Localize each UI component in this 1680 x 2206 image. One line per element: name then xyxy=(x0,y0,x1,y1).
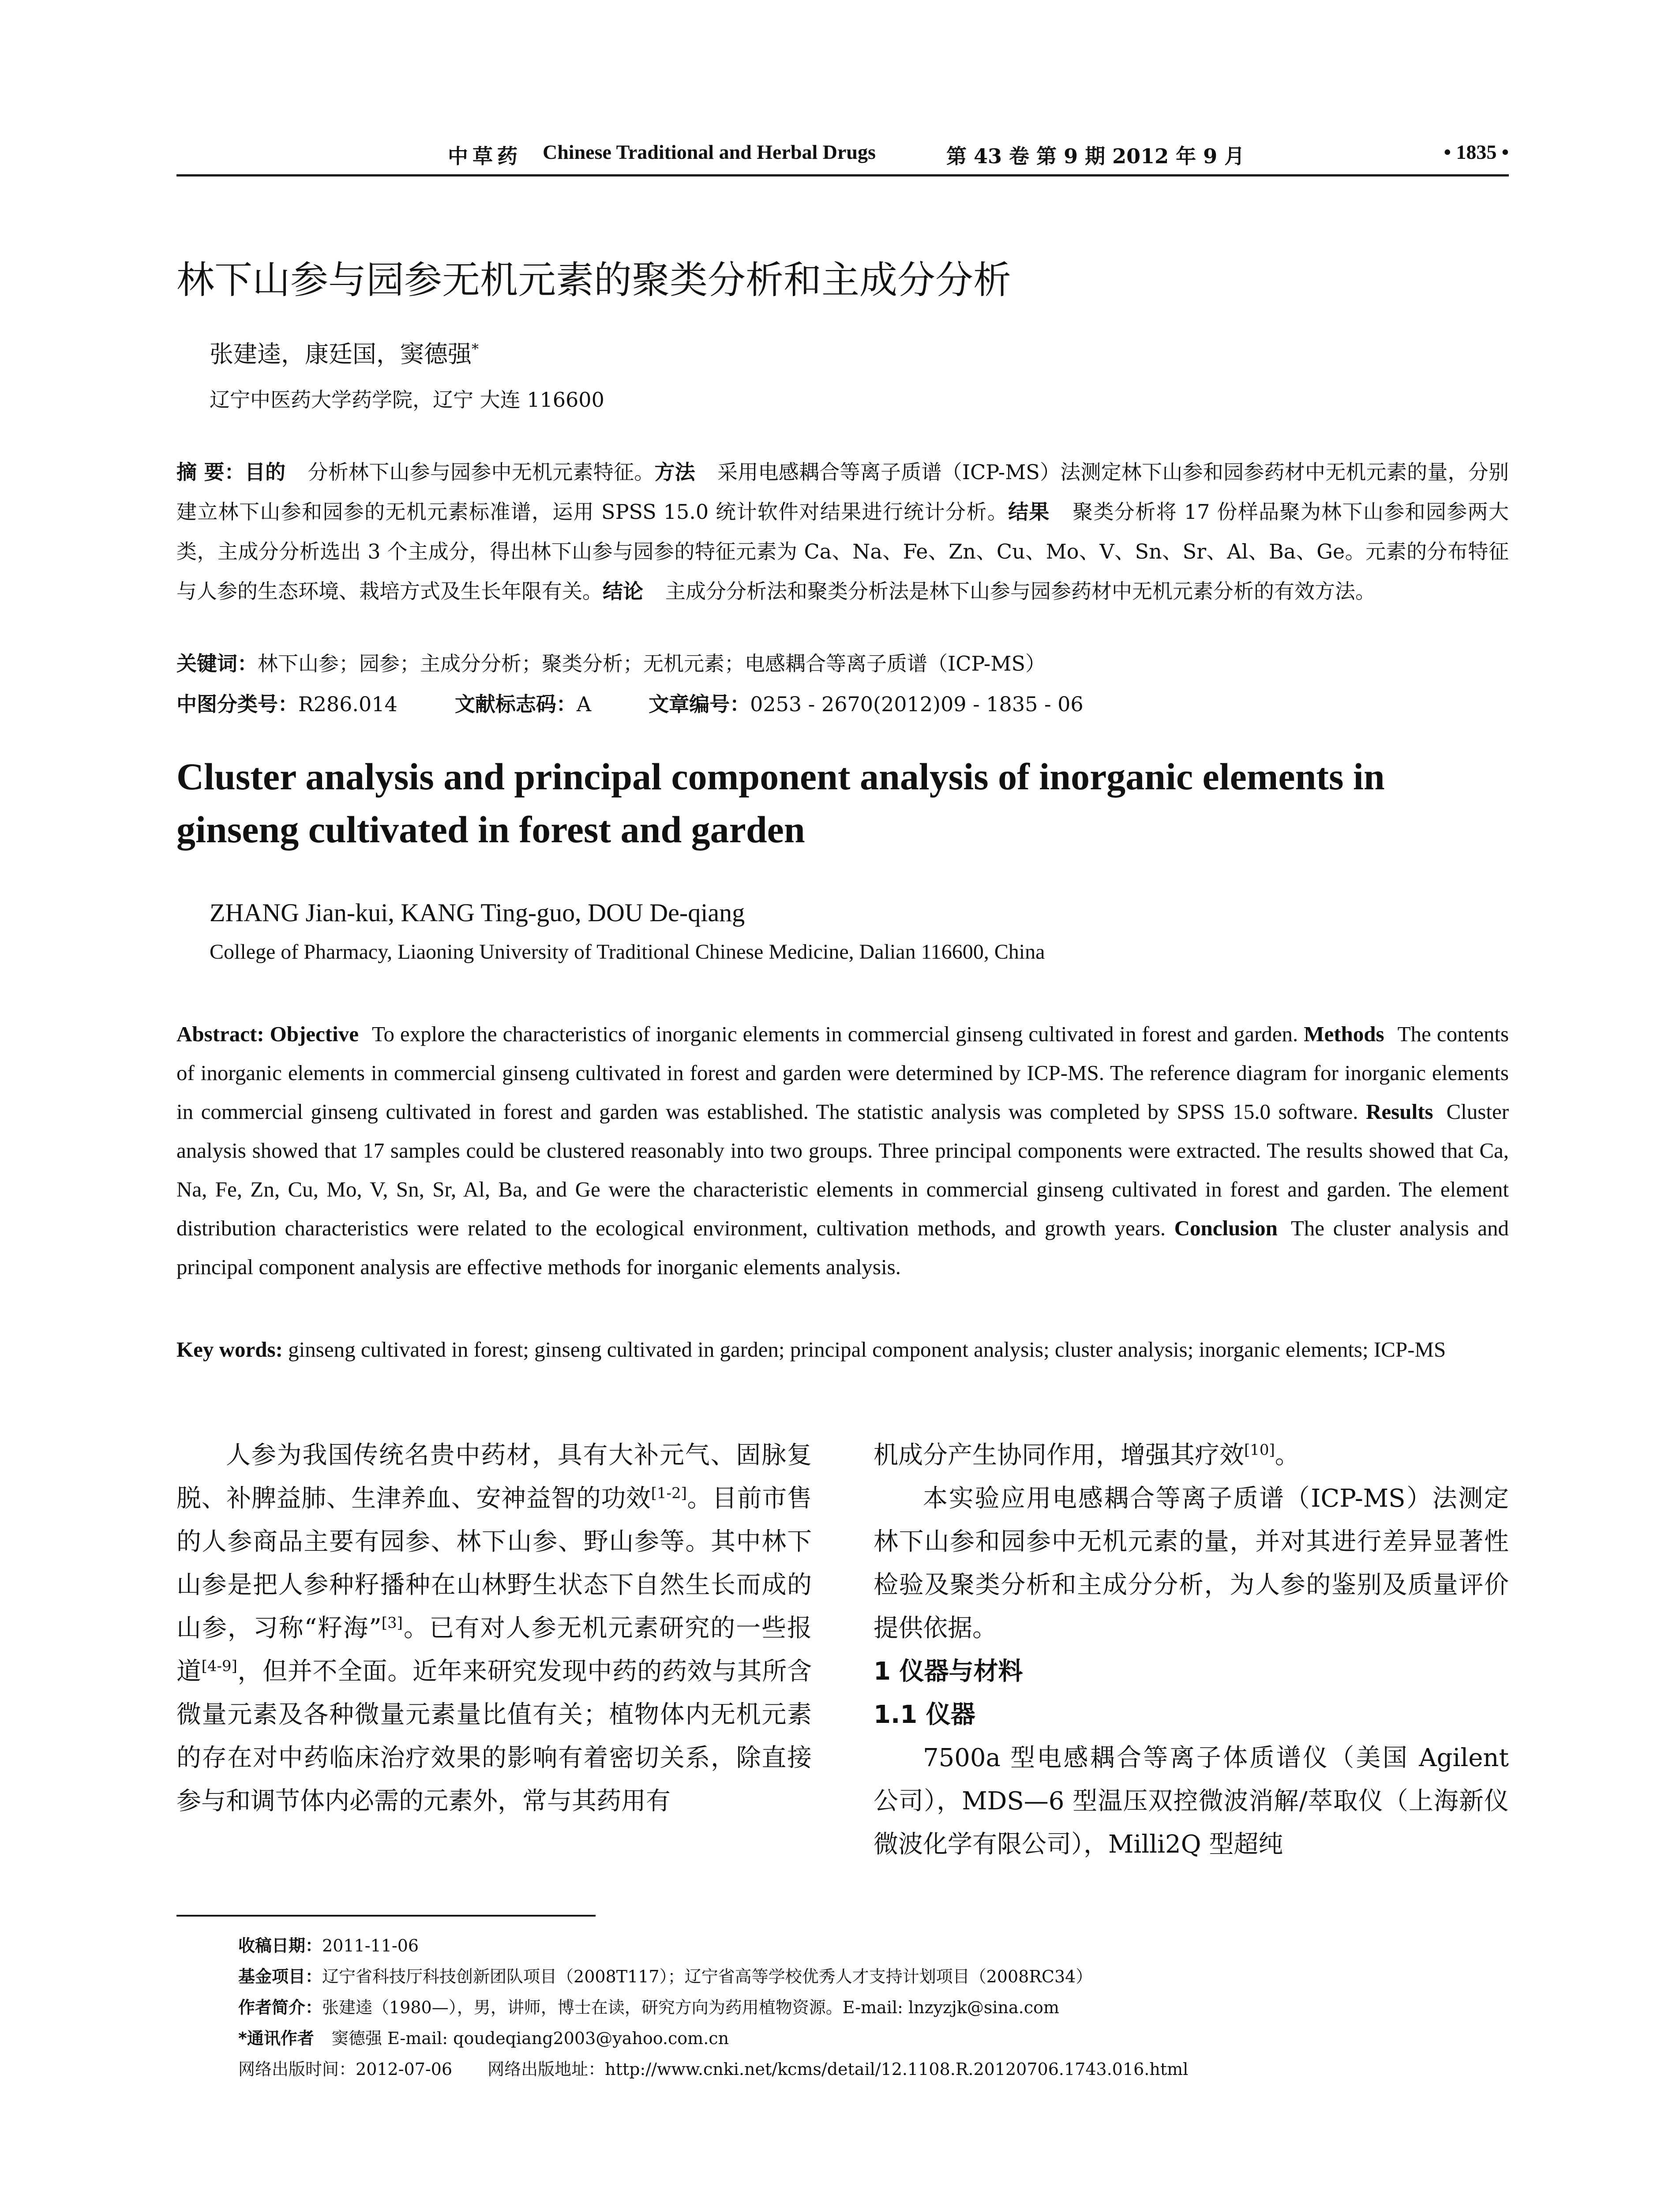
cn-affiliation: 辽宁中医药大学药学院，辽宁 大连 116600 xyxy=(210,388,604,412)
footnote-online xyxy=(238,2054,1518,2085)
online-url-label: 网络出版地址： xyxy=(488,2060,605,2079)
en-title: Cluster analysis and principal component analysis of inorganic elements in ginseng cultivated in forest and garden xyxy=(176,755,1385,851)
en-authors: ZHANG Jian-kui, KANG Ting-guo, DOU De-qiang xyxy=(210,898,745,927)
online-time-label: 网络出版时间： xyxy=(238,2060,356,2079)
running-header xyxy=(176,140,1509,176)
cn-objective-label: 目的 xyxy=(244,460,286,484)
body-text: 机成分产生协同作用，增强其疗效 xyxy=(874,1441,1244,1470)
online-time-value: 2012-07-06 xyxy=(356,2060,453,2079)
doc-code-value: A xyxy=(576,692,592,716)
cn-author-names: 张建逵，康廷国，窦德强 xyxy=(210,340,472,368)
corresponding-label: *通讯作者 xyxy=(238,2029,314,2048)
body-column-left xyxy=(176,1434,812,1823)
cn-conclusion-text: 主成分分析法和聚类分析法是林下山参与园参药材中无机元素分析的有效方法。 xyxy=(665,579,1376,603)
article-no-label: 文章编号： xyxy=(649,692,750,716)
body-text: 。已有对人参无机元素研究的一些报道 xyxy=(176,1614,812,1686)
en-methods-text: The contents of inorganic elements in commercial ginseng cultivated in forest and garden were determined by ICP-MS. The reference diagram for inorganic elements in commercial ginseng cultivated in forest and garden was established. The statistic analysis was completed by SPSS 15.0 software. xyxy=(176,1022,1509,1124)
en-keywords-text: ginseng cultivated in forest; ginseng cultivated in garden; principal component analysis; cluster analysis; inorganic elements; ICP-MS xyxy=(288,1337,1446,1362)
section-heading-1-1: 1.1 仪器 xyxy=(874,1700,975,1729)
cn-methods-text: 采用电感耦合等离子质谱（ICP-MS）法测定林下山参和园参药材中无机元素的量，分别建立林下山参和园参的无机元素标准谱，运用 SPSS 15.0 统计软件对结果进行统计分析。 xyxy=(176,460,1509,524)
doc-code-label: 文献标志码： xyxy=(454,692,577,716)
online-url-value: http://www.cnki.net/kcms/detail/12.1108.R.20120706.1743.016.html xyxy=(605,2060,1189,2079)
received-value: 2011-11-06 xyxy=(322,1936,419,1955)
en-abstract xyxy=(176,1015,1509,1287)
journal-name-en: Chinese Traditional and Herbal Drugs xyxy=(543,141,876,163)
en-abstract-label: Abstract: xyxy=(176,1022,264,1046)
citation: [1-2] xyxy=(651,1484,687,1502)
author-label: 作者简介： xyxy=(238,1998,322,2017)
cn-results-text: 聚类分析将 17 份样品聚为林下山参和园参两大类，主成分分析选出 3 个主成分，得出林下山参与园参的特征元素为 Ca、Na、Fe、Zn、Cu、Mo、V、Sn、Sr、Al、Ba、Ge。元素的分布特征与人参的生态环境、栽培方式及生长年限有关。 xyxy=(176,500,1509,603)
body-text: ，但并不全面。近年来研究发现中药的药效与其所含微量元素及各种微量元素量比值有关；植物体内无机元素的存在对中药临床治疗效果的影响有着密切关系，除直接参与和调节体内必需的元素外，常与其药用有 xyxy=(176,1657,812,1816)
page-number: • 1835 • xyxy=(1444,141,1509,163)
cn-abstract-label: 摘 要： xyxy=(176,460,245,484)
cn-authors xyxy=(210,335,479,369)
cn-classification xyxy=(176,688,1509,717)
footnote-author xyxy=(238,1992,1518,2023)
body-text: 。目前市售的人参商品主要有园参、林下山参、野山参等。其中林下山参是把人参种籽播种在山林野生状态下自然生长而成的山参，习称“籽海” xyxy=(176,1484,812,1643)
journal-name-cn: 中草药 xyxy=(448,144,522,168)
cn-keywords-label: 关键词： xyxy=(176,652,258,675)
footnote-corresponding xyxy=(238,2023,1518,2054)
en-objective-text: To explore the characteristics of inorganic elements in commercial ginseng cultivated in forest and garden. xyxy=(371,1022,1298,1046)
footnote-fund xyxy=(238,1961,1518,1992)
en-results-text: Cluster analysis showed that 17 samples could be clustered reasonably into two groups. Three principal components were extracted. The results showed that Ca, Na, Fe, Zn, Cu, Mo, V, Sn, Sr, Al, Ba, and Ge were the characteristic elements in commercial ginseng cultivated in forest and garden. The element distribution characteristics were related to the ecological environment, cultivation methods, and growth years. xyxy=(176,1099,1509,1240)
en-methods-label: Methods xyxy=(1304,1022,1384,1046)
en-results-label: Results xyxy=(1366,1099,1433,1124)
corresponding-mark: * xyxy=(472,341,479,357)
cn-methods-label: 方法 xyxy=(654,460,695,484)
en-affiliation: College of Pharmacy, Liaoning University of Traditional Chinese Medicine, Dalian 116600, China xyxy=(210,940,1045,964)
cn-results-label: 结果 xyxy=(1008,500,1050,524)
cn-abstract xyxy=(176,452,1509,611)
body-text: 人参为我国传统名贵中药材，具有大补元气、固脉复脱、补脾益肺、生津养血、安神益智的功效 xyxy=(176,1441,812,1513)
clc-value: R286.014 xyxy=(298,692,398,716)
header-rule xyxy=(176,174,1509,176)
en-keywords-label: Key words: xyxy=(176,1337,283,1362)
fund-label: 基金项目： xyxy=(238,1967,322,1986)
footnote-rule xyxy=(176,1915,596,1917)
body-text: 。 xyxy=(1275,1441,1300,1470)
author-value: 张建逵（1980—），男，讲师，博士在读，研究方向为药用植物资源。E-mail: lnzyzjk@sina.com xyxy=(322,1998,1059,2017)
en-objective-label: Objective xyxy=(270,1022,359,1046)
article-no-value: 0253 - 2670(2012)09 - 1835 - 06 xyxy=(750,692,1084,716)
received-label: 收稿日期： xyxy=(238,1936,322,1955)
citation: [10] xyxy=(1244,1441,1275,1459)
section-heading-1: 1 仪器与材料 xyxy=(874,1657,1023,1686)
cn-title: 林下山参与园参无机元素的聚类分析和主成分分析 xyxy=(176,258,1011,302)
body-paragraph-3: 7500a 型电感耦合等离子体质谱仪（美国 Agilent 公司），MDS—6 型温压双控微波消解/萃取仪（上海新仪微波化学有限公司），Milli2Q 型超纯 xyxy=(874,1744,1509,1859)
cn-keywords-text: 林下山参；园参；主成分分析；聚类分析；无机元素；电感耦合等离子质谱（ICP-MS） xyxy=(258,652,1046,675)
citation: [4-9] xyxy=(201,1657,237,1675)
cn-objective-text: 分析林下山参与园参中无机元素特征。 xyxy=(308,460,655,484)
corresponding-value: 窦德强 E-mail: qoudeqiang2003@yahoo.com.cn xyxy=(331,2029,729,2048)
cn-keywords xyxy=(176,648,1509,677)
body-column-right xyxy=(874,1434,1509,1866)
cn-conclusion-label: 结论 xyxy=(603,579,643,603)
fund-value: 辽宁省科技厅科技创新团队项目（2008T117）；辽宁省高等学校优秀人才支持计划项目（2008RC34） xyxy=(322,1967,1093,1986)
body-paragraph-1 xyxy=(176,1434,812,1823)
en-keywords xyxy=(176,1330,1509,1369)
footnote-received xyxy=(238,1930,1518,1961)
citation: [3] xyxy=(381,1614,403,1632)
journal-volume: 第 43 卷 第 9 期 2012 年 9 月 xyxy=(946,144,1245,168)
en-conclusion-label: Conclusion xyxy=(1174,1216,1278,1240)
clc-label: 中图分类号： xyxy=(176,692,298,716)
body-paragraph-1-cont xyxy=(874,1434,1509,1477)
body-paragraph-2: 本实验应用电感耦合等离子质谱（ICP-MS）法测定林下山参和园参中无机元素的量，并对其进行差异显著性检验及聚类分析和主成分分析，为人参的鉴别及质量评价提供依据。 xyxy=(874,1484,1509,1643)
en-conclusion-text: The cluster analysis and principal component analysis are effective methods for inorganic elements analysis. xyxy=(176,1216,1509,1279)
